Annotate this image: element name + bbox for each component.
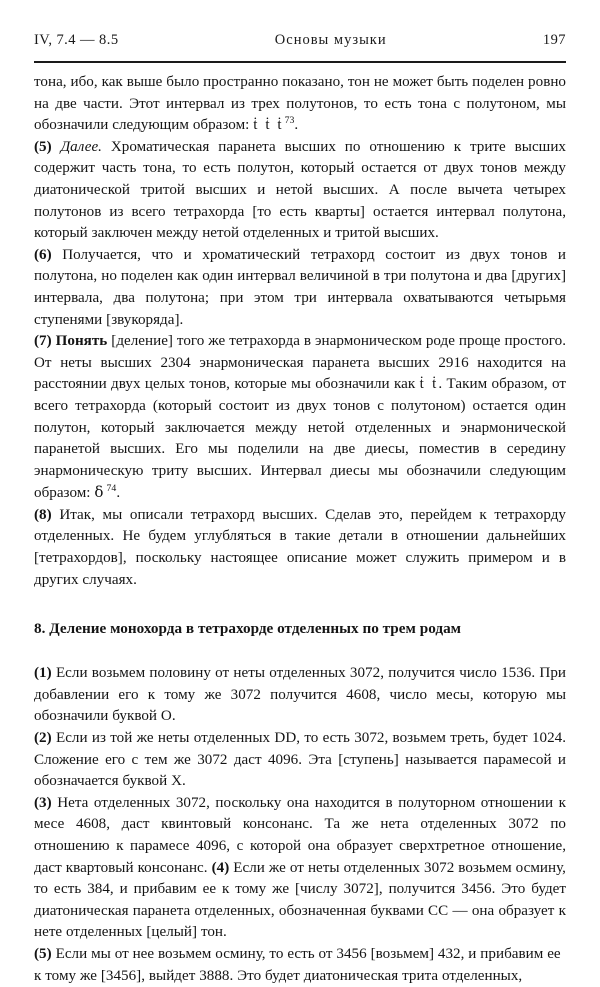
paragraph-number: (6) bbox=[34, 246, 52, 263]
paragraph-text: Итак, мы описали тетрахорд высших. Сделав это, перейдем к тетрахорду отделенных. Не будем углубляться в такие детали в отношении дальнейших [тетрахордов], поскольку настоящее описание может служить примером и в других случаях. bbox=[34, 506, 566, 588]
running-head-left: IV, 7.4 — 8.5 bbox=[34, 32, 119, 48]
spacer-after-heading bbox=[34, 639, 566, 663]
paragraph-number: (5) bbox=[34, 945, 52, 962]
footnote-ref: 73 bbox=[284, 115, 295, 127]
paragraph-number: (2) bbox=[34, 730, 52, 747]
page-number: 197 bbox=[542, 32, 566, 48]
music-symbol-diesis: δ bbox=[94, 483, 106, 502]
paragraph-7 bbox=[34, 331, 566, 505]
paragraph-number: (8) bbox=[34, 506, 52, 523]
music-symbol-tone-pair: ṫ ṫ bbox=[419, 376, 439, 393]
paragraph-number: (7) bbox=[34, 333, 52, 350]
music-symbol-trisemitone: ṫ ṫ ṫ bbox=[253, 117, 284, 134]
paragraph-lead-word: Понять bbox=[55, 333, 108, 350]
paragraph-text: Если мы от нее возьмем осмину, то есть от 3456 [возьмем] 432, и прибавим ее к тому же [3456], выйдет 3888. Это будет диатоническая трита отделенных, bbox=[34, 945, 561, 984]
paragraph-after-1 bbox=[34, 663, 566, 728]
paragraph-continuation bbox=[34, 72, 566, 137]
spacer-before-heading bbox=[34, 591, 566, 618]
paragraph-after-3 bbox=[34, 793, 566, 944]
paragraph-text: Если из той же неты отделенных DD, то есть 3072, возьмем треть, будет 1024. Сложение его с тем же 3072 даст 4096. Эта [ступень] называется парамесой и обозначается буквой Х. bbox=[34, 730, 566, 790]
paragraph-text: Получается, что и хроматический тетрахорд состоит из двух тонов и полутона, но поделен как один интервал величиной в три полутона и два [других] интервала, два полутона; при этом три интервала охватываются четырьмя ступенями [звукоряда]. bbox=[34, 246, 566, 328]
footnote-ref: 74 bbox=[106, 483, 117, 495]
paragraph-8 bbox=[34, 505, 566, 591]
section-heading: 8. Деление монохорда в тетрахорде отделенных по трем родам bbox=[34, 620, 462, 638]
paragraph-text: тона, ибо, как выше было пространно показано, тон не может быть поделен ровно на две части. Этот интервал из трех полутонов, то есть тона с полутоном, мы обозначили следующим образом: bbox=[34, 74, 566, 134]
paragraph-tail: . Таким образом, от всего тетрахорда (который состоит из двух тонов с полутоном) остается один полутон, который заключается между нетой отделенных и энармонической паранетой высших. Его мы поделили на две диесы, поместив в середину энармоническую триту высших. Интервал диесы мы обозначили следующим образом: bbox=[34, 376, 567, 502]
paragraph-text: Если возьмем половину от неты отделенных 3072, получится число 1536. При добавлении его к тому же 3072 получится 4608, число месы, которую мы обозначили буквой О. bbox=[34, 665, 566, 725]
paragraph-text: Нета отделенных 3072, поскольку она находится в полуторном отношении к месе 4608, даст квинтовый консонанс. Та же нета отделенных 3072 по отношению к парамесе 4096, с которой она образует сверхтретное отношение, даст квартовый консонанс. bbox=[34, 794, 566, 876]
text-column bbox=[34, 72, 566, 987]
paragraph-text-inline: Если же от неты отделенных 3072 возьмем осмину, то есть 384, и прибавим ее к тому же [числу 3072], получится 3456. Это будет диатоническая паранета отделенных, обозначенная буквами СС — она образует к нете отделенных [целый] тон. bbox=[34, 859, 566, 941]
paragraph-text: [деление] того же тетрахорда в энармоническом роде проще простого. От неты высших 2304 энармоническая паранета высших 2916 находится на расстоянии двух целых тонов, которые мы обозначили как bbox=[34, 333, 566, 393]
running-head-title: Основы музыки bbox=[274, 32, 387, 48]
paragraph-after-2 bbox=[34, 728, 566, 793]
paragraph-number: (3) bbox=[34, 794, 52, 811]
paragraph-number: (1) bbox=[34, 665, 52, 682]
header-rule bbox=[34, 61, 566, 63]
paragraph-after-5 bbox=[34, 944, 566, 987]
paragraph-number: (5) bbox=[34, 138, 52, 155]
paragraph-lead-word: Далее. bbox=[60, 138, 102, 155]
paragraph-tail: . bbox=[294, 117, 299, 134]
paragraph-number-inline: (4) bbox=[211, 859, 230, 876]
running-head bbox=[34, 32, 566, 54]
paragraph-text: Хроматическая паранета высших по отношению к трите высших содержит часть тона, то есть полутон, который остается от двух тонов между диатонической тритой высших и нетой высших. А после вычета четырех полутонов из всего тетрахорда [то есть кварты] остается интервал полутона, который заключен между нетой отделенных и тритой высших. bbox=[34, 138, 566, 242]
paragraph-tail-2: . bbox=[116, 485, 121, 502]
paragraph-6 bbox=[34, 245, 566, 331]
paragraph-5 bbox=[34, 137, 566, 245]
